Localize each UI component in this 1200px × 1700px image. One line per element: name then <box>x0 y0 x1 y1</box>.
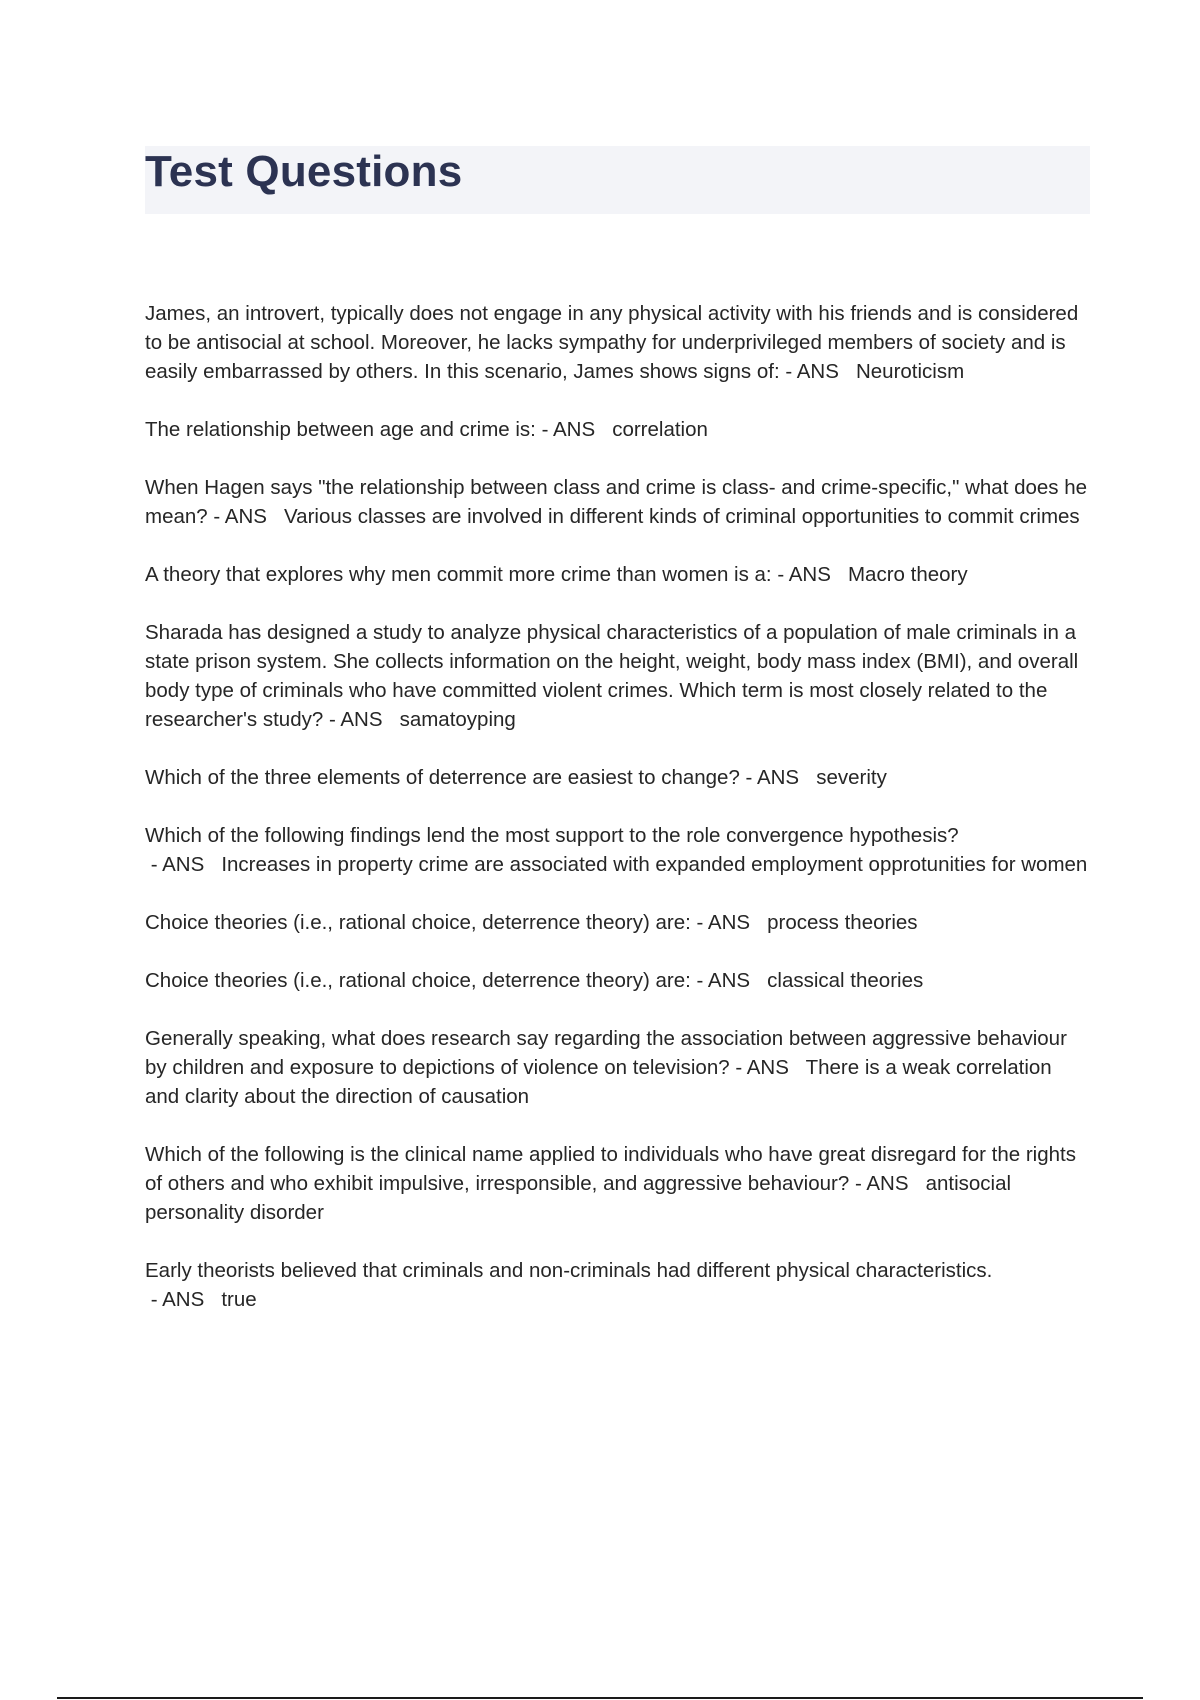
answer-text: Macro theory <box>847 563 968 586</box>
answer-separator: - ANS <box>323 708 400 731</box>
answer-text: classical theories <box>767 969 924 992</box>
answer-separator: - ANS <box>690 969 768 992</box>
qa-item <box>145 473 1090 531</box>
question-text: Generally speaking, what does research say regarding the association between aggressive behaviour by children and exposure to depictions of violence on television? <box>145 1027 1067 1079</box>
question-text: A theory that explores why men commit more crime than women is a: <box>145 563 772 586</box>
answer-separator: - ANS <box>535 418 613 441</box>
qa-item <box>145 763 1090 792</box>
answer-separator: - ANS <box>690 911 768 934</box>
qa-item <box>145 1256 1090 1314</box>
answer-separator: - ANS <box>145 1288 222 1311</box>
answer-text: Neuroticism <box>855 360 965 383</box>
qa-item <box>145 821 1090 879</box>
qa-item <box>145 1024 1090 1111</box>
answer-separator: - ANS <box>207 505 285 528</box>
answer-text: antisocial personality disorder <box>145 1172 1012 1224</box>
qa-item <box>145 560 1090 589</box>
question-text: When Hagen says "the relationship between class and crime is class- and crime-specific," what does he mean? <box>145 476 1088 528</box>
question-text: Choice theories (i.e., rational choice, deterrence theory) are: <box>145 911 691 934</box>
question-text: Sharada has designed a study to analyze physical characteristics of a population of male criminals in a state prison system. She collects information on the height, weight, body mass index (BMI), and overall body type of criminals who have committed violent crimes. Which term is most closely related to the researcher's study? <box>145 621 1079 731</box>
question-text: The relationship between age and crime is: <box>145 418 536 441</box>
question-text: Choice theories (i.e., rational choice, deterrence theory) are: <box>145 969 691 992</box>
question-text: James, an introvert, typically does not engage in any physical activity with his friends and is considered to be antisocial at school. Moreover, he lacks sympathy for underprivileged members of society and is easily embarrassed by others. In this scenario, James shows signs of: <box>145 302 1079 383</box>
answer-text: correlation <box>612 418 708 441</box>
answer-text: process theories <box>767 911 918 934</box>
qa-item <box>145 415 1090 444</box>
question-list <box>145 299 1090 1343</box>
answer-separator: - ANS <box>739 766 817 789</box>
qa-item <box>145 908 1090 937</box>
answer-separator: - ANS <box>771 563 848 586</box>
qa-item <box>145 966 1090 995</box>
question-text: Early theorists believed that criminals and non-criminals had different physical characteristics. <box>145 1259 993 1282</box>
answer-text: Increases in property crime are associated with expanded employment opprotunities for women <box>221 853 1088 876</box>
answer-separator: - ANS <box>145 853 222 876</box>
answer-text: true <box>221 1288 257 1311</box>
qa-item <box>145 618 1090 734</box>
footer-rule <box>57 1697 1143 1699</box>
answer-separator: - ANS <box>849 1172 926 1195</box>
question-text: Which of the following is the clinical name applied to individuals who have great disregard for the rights of others and who exhibit impulsive, irresponsible, and aggressive behaviour? <box>145 1143 1076 1195</box>
answer-text: samatoyping <box>399 708 516 731</box>
question-text: Which of the following findings lend the most support to the role convergence hypothesis? <box>145 824 959 847</box>
page-title: Test Questions <box>145 147 463 196</box>
answer-text: severity <box>816 766 887 789</box>
answer-text: There is a weak correlation and clarity about the direction of causation <box>145 1056 1052 1108</box>
answer-separator: - ANS <box>729 1056 806 1079</box>
question-text: Which of the three elements of deterrence are easiest to change? <box>145 766 740 789</box>
answer-text: Various classes are involved in different kinds of criminal opportunities to commit crimes <box>284 505 1080 528</box>
qa-item <box>145 1140 1090 1227</box>
answer-separator: - ANS <box>779 360 856 383</box>
qa-item <box>145 299 1090 386</box>
